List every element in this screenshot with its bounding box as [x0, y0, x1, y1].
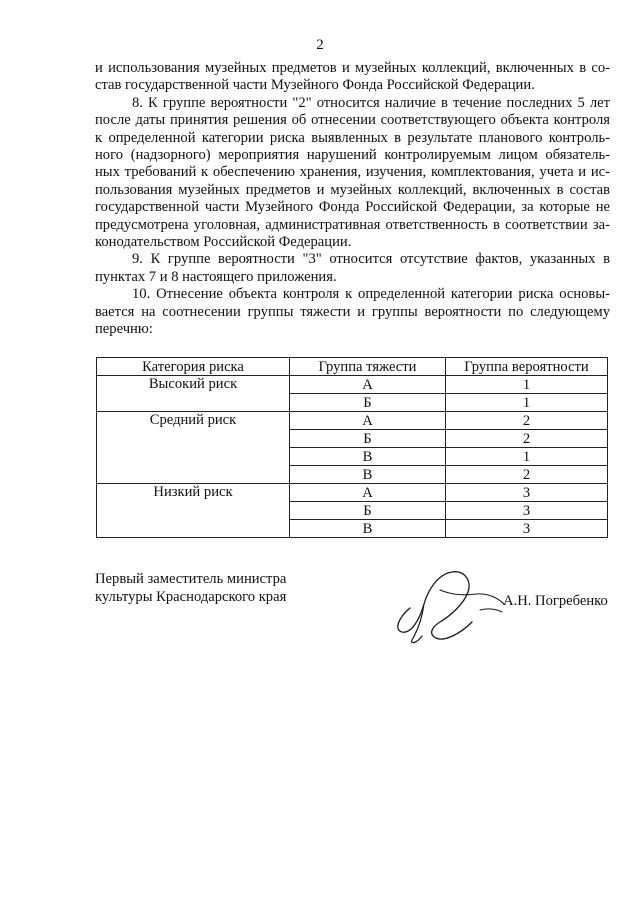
- signatory-title-line-1: Первый заместитель министра: [95, 571, 287, 587]
- severity-cell: В: [290, 448, 446, 466]
- probability-cell: 1: [446, 376, 608, 394]
- probability-cell: 2: [446, 412, 608, 430]
- category-high-risk: Высокий риск: [97, 376, 290, 412]
- paragraph-item-8: 8. К группе вероятности "2" относится наличие в течение последних 5 лет после даты принятия решения об отнесении соответствующего объекта контроля к определенной категории риска выявленных в результате планового контроль-ного (надзорного) мероприятия нарушений контролируемым лицом обязатель-ных требований к обеспечению хранения, изучения, комплектования, учета и ис-пользования музейных предметов и музейных коллекций, включенных в состав государственной части Музейного Фонда Российской Федерации, за которые не предусмотрена уголовная, административная ответственность в соответствии за-конодательством Российской Федерации.: [95, 94, 610, 251]
- signatory-name: А.Н. Погребенко: [503, 593, 608, 609]
- table-row: [97, 484, 608, 502]
- severity-cell: А: [290, 412, 446, 430]
- probability-cell: 2: [446, 466, 608, 484]
- probability-cell: 3: [446, 484, 608, 502]
- severity-cell: А: [290, 376, 446, 394]
- page-number: 2: [316, 37, 324, 53]
- risk-category-table: [96, 357, 608, 538]
- severity-cell: В: [290, 466, 446, 484]
- paragraph-item-9: 9. К группе вероятности "3" относится отсутствие фактов, указанных в пунктах 7 и 8 настоящего приложения.: [95, 251, 610, 285]
- table-row: [97, 412, 608, 430]
- probability-cell: 1: [446, 394, 608, 412]
- body-text: [95, 60, 610, 339]
- table-row: [97, 376, 608, 394]
- severity-cell: В: [290, 520, 446, 538]
- header-probability-group: Группа вероятности: [446, 358, 608, 376]
- severity-cell: А: [290, 484, 446, 502]
- probability-cell: 3: [446, 520, 608, 538]
- probability-cell: 1: [446, 448, 608, 466]
- signatory-title-line-2: культуры Краснодарского края: [95, 589, 287, 605]
- table-header-row: [97, 358, 608, 376]
- category-medium-risk: Средний риск: [97, 412, 290, 484]
- header-risk-category: Категория риска: [97, 358, 290, 376]
- severity-cell: Б: [290, 394, 446, 412]
- severity-cell: Б: [290, 502, 446, 520]
- paragraph-continuation: и использования музейных предметов и музейных коллекций, включенных в со-став государственной части Музейного Фонда Российской Федерации.: [95, 60, 610, 94]
- probability-cell: 2: [446, 430, 608, 448]
- handwritten-signature: [380, 560, 520, 650]
- category-low-risk: Низкий риск: [97, 484, 290, 538]
- probability-cell: 3: [446, 502, 608, 520]
- severity-cell: Б: [290, 430, 446, 448]
- header-severity-group: Группа тяжести: [290, 358, 446, 376]
- paragraph-item-10: 10. Отнесение объекта контроля к определенной категории риска основы-вается на соотнесении группы тяжести и группы вероятности по следующему перечню:: [95, 286, 610, 338]
